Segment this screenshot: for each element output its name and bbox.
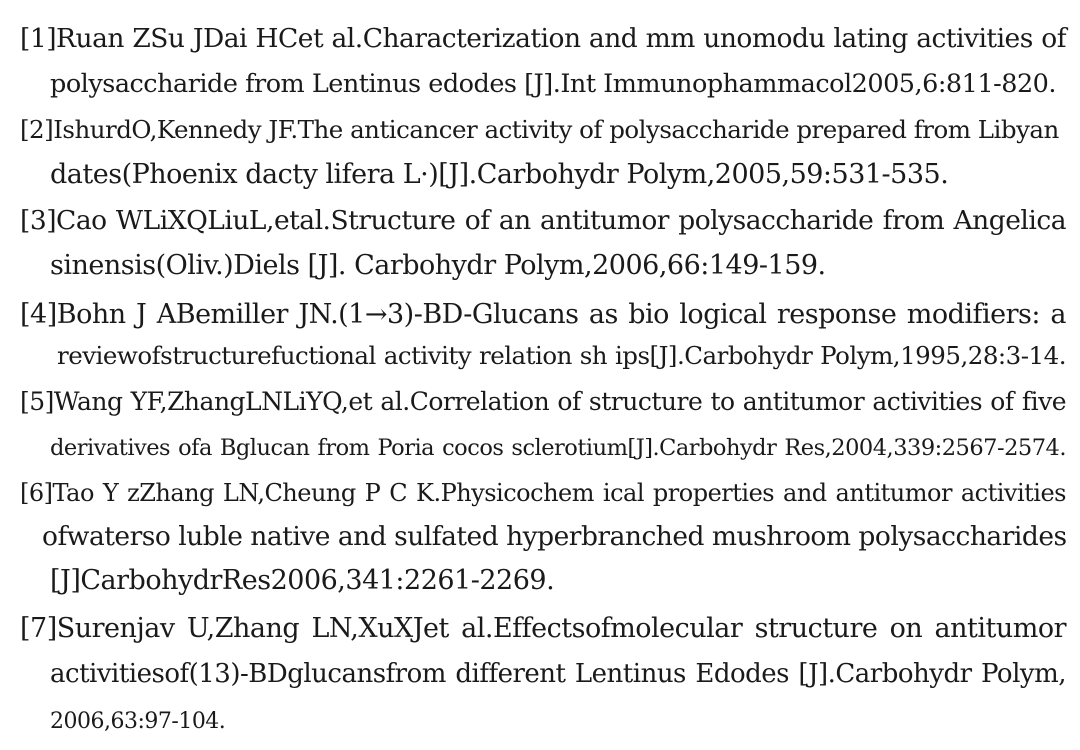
reference-6-line-3: [J]CarbohydrRes2006,341:2261-2269. [50,565,555,596]
reference-4-line-2: reviewofstructurefuctional activity relation sh ips[J].Carbohydr Polym,1995,28:3-14. [57,341,1066,370]
reference-1-line-2: polysaccharide from Lentinus edodes [J].Int Immunophammacol2005,6:811-820. [50,69,1056,99]
reference-3-number: [3] [20,205,57,236]
reference-3-line-1 [20,204,1066,238]
reference-2-number: [2] [20,115,54,144]
reference-7-number: [7] [20,613,57,644]
reference-5-number: [5] [20,387,54,416]
reference-7-text-1: Surenjav U,Zhang LN,XuXJet al.Effectsofmolecular structure on antitumor [56,613,1066,644]
reference-6-number: [6] [20,479,53,507]
reference-1-line-1 [20,22,1066,56]
reference-6-line-1 [20,476,1066,510]
reference-2-text-1: IshurdO,Kennedy JF.The anticancer activity of polysaccharide prepared from Libyan [53,115,1059,144]
reference-5-line-2: derivatives ofa Bglucan from Poria cocos sclerotium[J].Carbohydr Res,2004,339:2567-2574. [50,435,1066,461]
reference-4-line-1 [20,298,1066,332]
reference-6-text-1: Tao Y zZhang LN,Cheung P C K.Physicochem ical properties and antitumor activities [52,479,1066,507]
reference-7-line-1 [20,612,1066,646]
reference-7-line-2: activitiesof(13)-BDglucansfrom different Lentinus Edodes [J].Carbohydr Polym, [50,659,1066,689]
reference-3-line-2: sinensis(Oliv.)Diels [J]. Carbohydr Polym,2006,66:149-159. [50,250,826,281]
reference-3-text-1: Cao WLiXQLiuL,etal.Structure of an antitumor polysaccharide from Angelica [56,205,1066,236]
reference-5-line-1 [20,385,1066,419]
reference-1-number: [1] [20,23,57,54]
reference-5-text-1: Wang YF,ZhangLNLiYQ,et al.Correlation of structure to antitumor activities of five [53,387,1066,416]
reference-7-line-3: 2006,63:97-104. [50,709,226,734]
reference-1-text-1: Ruan ZSu JDai HCet al.Characterization and mm unomodu lating activities of [56,23,1066,54]
reference-4-text-1: Bohn J ABemiller JN.(1→3)-BD-Glucans as bio logical response modifiers: a [56,299,1066,330]
reference-2-line-2: dates(Phoenix dacty lifera L·)[J].Carbohydr Polym,2005,59:531-535. [50,159,949,190]
reference-4-number: [4] [20,299,57,330]
reference-6-line-2: ofwaterso luble native and sulfated hyperbranched mushroom polysaccharides [42,521,1067,552]
reference-2-line-1 [20,113,1059,147]
